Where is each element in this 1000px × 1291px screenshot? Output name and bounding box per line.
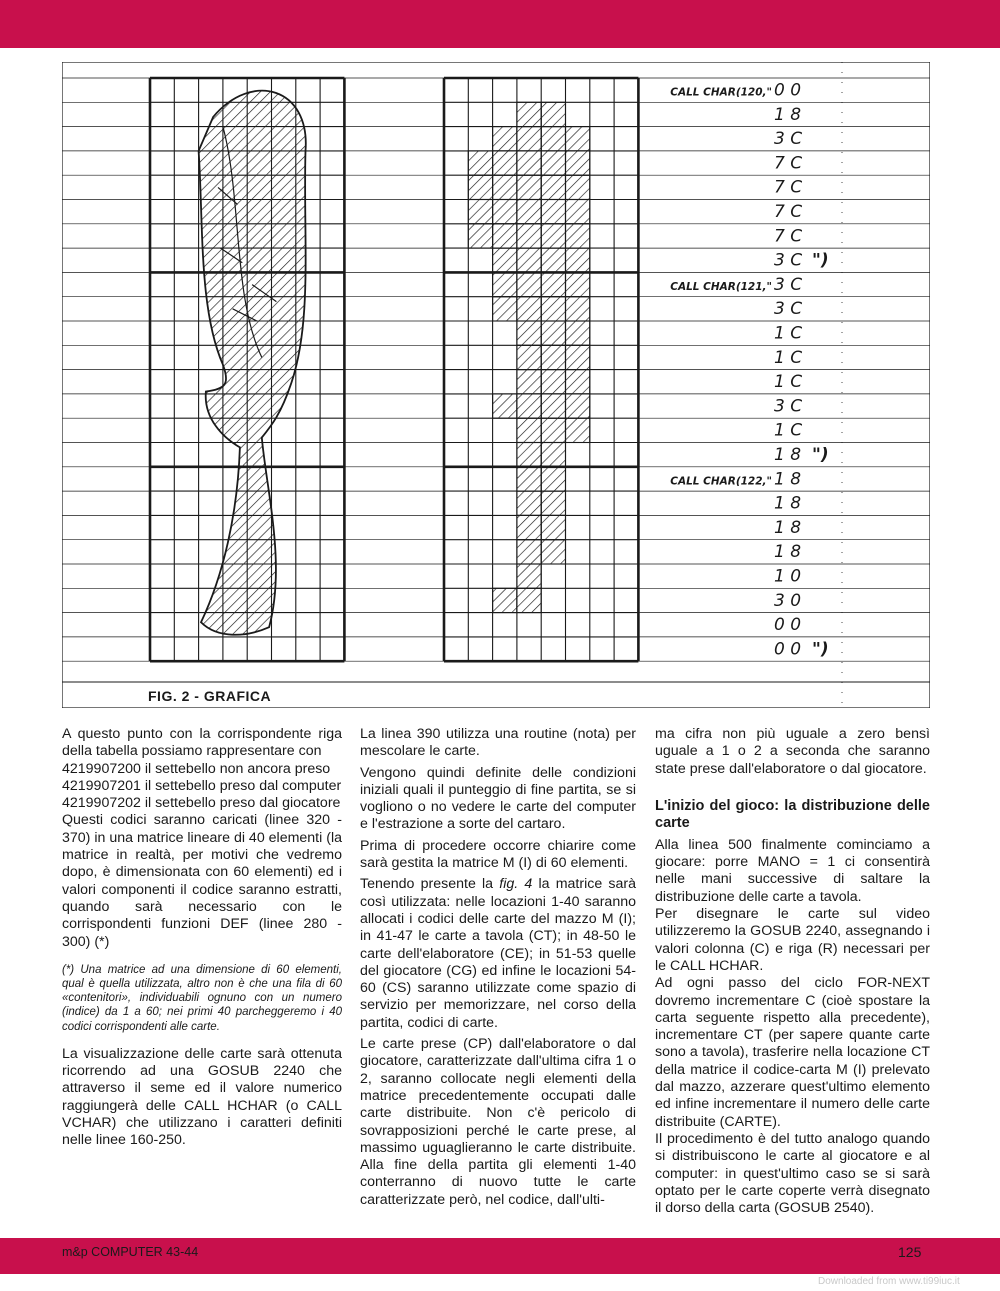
paragraph: ma cifra non più uguale a zero bensì uguale a 1 o 2 a seconda che saranno state prese dall'elaboratore o dal giocatore. (655, 726, 930, 777)
bitmap-pixel (541, 418, 565, 442)
bitmap-pixel (541, 321, 565, 345)
paragraph: La visualizzazione delle carte sarà ottenuta ricorrendo ad una GOSUB 2240 che attraverso il seme ed il valore numerico raggiungerà delle CALL HCHAR (o CALL VCHAR) che utilizzano i caratteri definiti nelle linee 160-250. (62, 1045, 342, 1149)
hex-code: 7 C (774, 226, 803, 247)
bitmap-pixel (517, 564, 541, 588)
hex-code: 1 C (774, 347, 803, 368)
bitmap-pixel (517, 540, 541, 564)
call-char-label: CALL CHAR(120," (670, 86, 772, 99)
hex-code: 1 8 (774, 517, 802, 538)
hex-code: 3 0 (774, 590, 802, 611)
bitmap-pixel (517, 151, 541, 175)
bitmap-pixel (566, 224, 590, 248)
bitmap-pixel (517, 248, 541, 272)
hex-code: 3 C (774, 299, 803, 320)
call-char-closing: ") (812, 444, 829, 465)
bitmap-pixel (468, 224, 492, 248)
bitmap-pixel (566, 200, 590, 224)
hex-code: 3 C (774, 396, 803, 417)
bitmap-pixel (517, 127, 541, 151)
paragraph: Questi codici saranno caricati (linee 320 - 370) in una matrice lineare di 40 elementi (la matrice in realtà, per motivi che vedremo dopo, è dimensionata con 60 elementi) ed i valori componenti il codice saranno estratti, quando sarà necessario con le corrispondenti funzioni DEF (linee 280 - 300) (*) (62, 812, 342, 950)
bitmap-pixel (541, 175, 565, 199)
hex-code: 1 8 (774, 444, 802, 465)
paragraph (360, 876, 636, 1032)
hex-code: 3 C (774, 250, 803, 271)
bitmap-pixel (566, 248, 590, 272)
bitmap-pixel (517, 370, 541, 394)
call-char-closing: ") (812, 639, 829, 660)
bitmap-pixel (517, 588, 541, 612)
bitmap-pixel (517, 321, 541, 345)
bitmap-pixel (566, 272, 590, 296)
text-column-3 (655, 726, 930, 1217)
bitmap-pixel (493, 151, 517, 175)
hex-code: 1 0 (774, 566, 802, 587)
figure-2-grafica (62, 62, 930, 708)
bitmap-pixel (517, 224, 541, 248)
bitmap-pixel (541, 515, 565, 539)
paragraph: Le carte prese (CP) dall'elaboratore o dal giocatore, caratterizzate dall'ultima cifra 1 o 2, saranno collocate negli elementi della matrice precedentemente occupati dalle carte distribuite. Non c'è pericolo di sovrapposizioni perché le carte prese, al massimo uguaglieranno le carte distribuite. Alla fine della partita gli elementi 1-40 conterranno di nuovo tutte le carte caratterizzate però, nel codice, dall'ulti- (360, 1036, 636, 1208)
hex-code: 7 C (774, 153, 803, 174)
bitmap-pixel (517, 272, 541, 296)
paragraph: 4219907200 il settebello non ancora preso (62, 760, 331, 777)
bitmap-pixel (517, 175, 541, 199)
hex-code: 1 8 (774, 469, 802, 490)
text-column-2 (360, 726, 636, 1209)
bitmap-pixel (566, 418, 590, 442)
bitmap-pixel (468, 200, 492, 224)
paragraph: Per disegnare le carte sul video utilizzeremo la GOSUB 2240, assegnando i valori colonna (C) e riga (R) necessari per le CALL HCHAR. (655, 906, 930, 974)
bitmap-pixel (517, 297, 541, 321)
hex-code: 1 C (774, 420, 803, 441)
bitmap-pixel (541, 345, 565, 369)
paragraph: Il procedimento è del tutto analogo quando si distribuiscono le carte al giocatore e al computer: in quest'ultimo caso se si sarà optato per le carte coperte verrà disegnato il dorso della carta (GOSUB 2540). (655, 1130, 930, 1217)
bitmap-pixel (566, 394, 590, 418)
bitmap-pixel (541, 102, 565, 126)
bitmap-pixel (541, 540, 565, 564)
bitmap-pixel (541, 127, 565, 151)
bitmap-pixel (493, 272, 517, 296)
paragraph: A questo punto con la corrispondente riga della tabella possiamo rappresentare con (62, 726, 342, 760)
bitmap-pixel (493, 394, 517, 418)
bitmap-pixel (493, 224, 517, 248)
bitmap-pixel (541, 370, 565, 394)
page-number: 125 (898, 1244, 922, 1260)
hex-code: 1 8 (774, 542, 802, 563)
bitmap-pixel (541, 491, 565, 515)
bitmap-pixel (517, 418, 541, 442)
text-column-1 (62, 726, 342, 1150)
download-watermark: Downloaded from www.ti99iuc.it (818, 1276, 960, 1287)
bitmap-pixel (517, 467, 541, 491)
bitmap-pixel (493, 127, 517, 151)
bitmap-pixel (541, 200, 565, 224)
bitmap-pixel (493, 297, 517, 321)
text-fragment: la matrice sarà così utilizzata: nelle locazioni 1-40 saranno allocati i codici delle carte del mazzo M (I); in 41-47 le carte a tavola (CT); in 48-50 le carte dell'elaboratore (CE); in 51-53 quelle del giocatore (CG) ed infine le locazioni 54-60 (CS) saranno utilizzate come spazio di servizio per memorizzare, nel corso della partita, codici di carte. (360, 876, 637, 1031)
paragraph: Vengono quindi definite delle condizioni iniziali quali il punteggio di fine partita, se si vogliono o no vedere le carte del computer e l'estrazione a sorte del cartaro. (360, 764, 636, 833)
bitmap-pixel (566, 321, 590, 345)
call-char-label: CALL CHAR(122," (670, 475, 772, 488)
bitmap-pixel (566, 370, 590, 394)
hex-code: 1 C (774, 372, 803, 393)
section-heading: L'inizio del gioco: la distribuzione delle carte (655, 797, 930, 832)
hex-code: 3 C (774, 274, 803, 295)
bitmap-pixel (541, 248, 565, 272)
hex-code: 1 C (774, 323, 803, 344)
bitmap-pixel (566, 345, 590, 369)
paragraph: Prima di procedere occorre chiarire come sarà gestita la matrice M (I) di 60 elementi. (360, 837, 636, 872)
bitmap-pixel (566, 297, 590, 321)
bitmap-pixel (517, 515, 541, 539)
paragraph: Ad ogni passo del ciclo FOR-NEXT dovremo incrementare C (cioè spostare la carta seguente rispetto alla precedente), incrementare CT (per sapere quante carte sono a tavola), trasferire nella locazione CT della matrice il codice-carta M (I) prelevato dal mazzo, azzerare quest'ultimo elemento ed infine incrementare il numero delle carte distribuite (CARTE). (655, 975, 930, 1130)
hex-code: 1 8 (774, 104, 802, 125)
hex-code: 7 C (774, 177, 803, 198)
bitmap-pixel (566, 151, 590, 175)
figure-caption: FIG. 2 - GRAFICA (148, 688, 272, 704)
paragraph: Alla linea 500 finalmente cominciamo a giocare: porre MANO = 1 ci consentirà nelle mani successive di saltare la distribuzione delle carte a tavola. (655, 836, 930, 905)
bitmap-pixel (517, 491, 541, 515)
bitmap-pixel (541, 394, 565, 418)
bitmap-pixel (517, 443, 541, 467)
bitmap-pixel (468, 175, 492, 199)
bitmap-pixel (541, 151, 565, 175)
hex-code: 0 0 (774, 615, 802, 636)
call-char-label: CALL CHAR(121," (670, 280, 772, 293)
bitmap-pixel (541, 224, 565, 248)
hex-code: 0 0 (774, 80, 802, 101)
figure-reference: fig. 4 (499, 876, 533, 893)
bitmap-pixel (517, 394, 541, 418)
bitmap-pixel (517, 200, 541, 224)
bitmap-pixel (566, 127, 590, 151)
bitmap-grid (444, 78, 638, 661)
bitmap-pixel (517, 345, 541, 369)
hex-code: 3 C (774, 129, 803, 150)
bitmap-pixel (493, 588, 517, 612)
bitmap-pixel (541, 467, 565, 491)
paragraph: La linea 390 utilizza una routine (nota) per mescolare le carte. (360, 726, 636, 760)
bitmap-pixel (541, 297, 565, 321)
bitmap-pixel (541, 272, 565, 296)
bitmap-pixel (541, 443, 565, 467)
hex-code: 1 8 (774, 493, 802, 514)
hex-code: 7 C (774, 201, 803, 222)
bitmap-pixel (493, 248, 517, 272)
bitmap-pixel (517, 102, 541, 126)
magazine-name: m&p COMPUTER 43-44 (62, 1245, 199, 1259)
text-fragment: Tenendo presente la (360, 876, 500, 893)
paragraph: 4219907202 il settebello preso dal giocatore (62, 795, 341, 812)
bitmap-pixel (493, 175, 517, 199)
top-color-band (0, 0, 1000, 48)
call-char-closing: ") (812, 250, 829, 271)
bitmap-pixel (468, 151, 492, 175)
hex-code: 0 0 (774, 639, 802, 660)
paragraph: 4219907201 il settebello preso dal computer (62, 777, 342, 794)
sketch-grid (150, 78, 344, 661)
bitmap-pixel (566, 175, 590, 199)
footnote: (*) Una matrice ad una dimensione di 60 elementi, qual è quella utilizzata, altro non è che una fila di 60 «contenitori», individuabili ognuno con un numero (indice) da 1 a 60; nei primi 40 parcheggeremo i 40 codici corrispondenti alle carte. (62, 963, 342, 1033)
bitmap-pixel (493, 200, 517, 224)
